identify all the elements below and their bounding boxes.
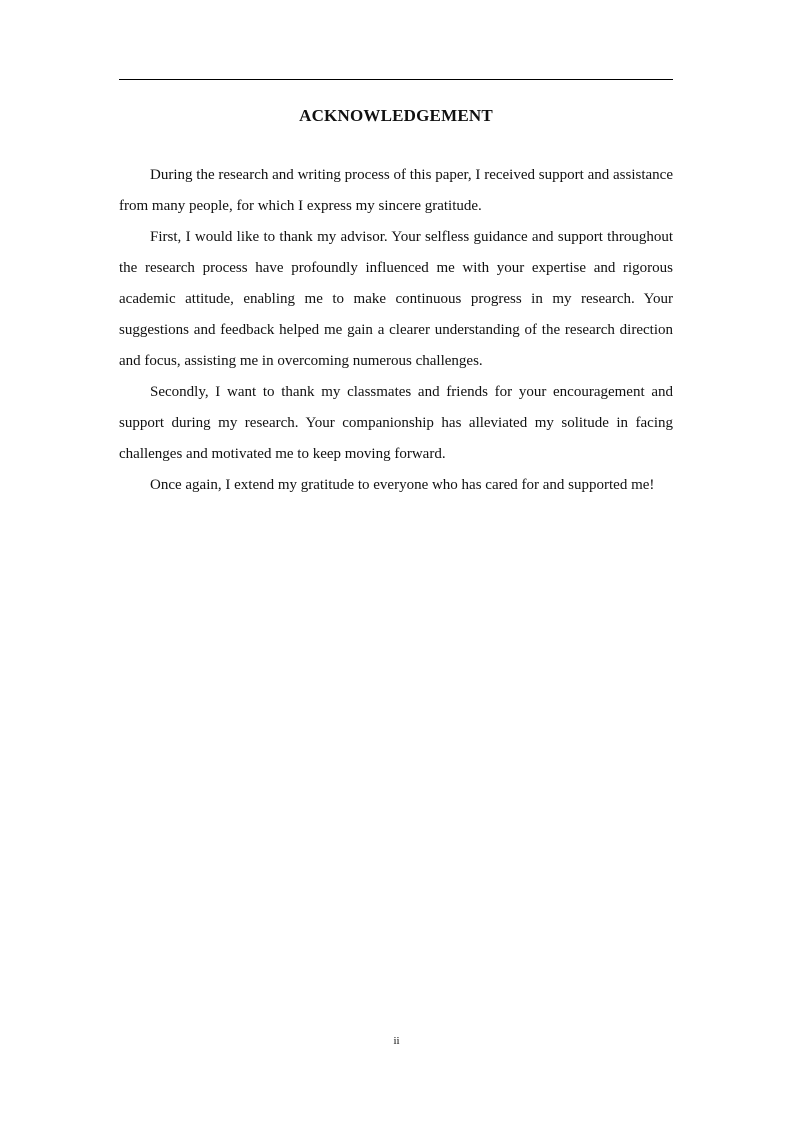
page-title: ACKNOWLEDGEMENT xyxy=(299,106,493,125)
paragraph-4: Once again, I extend my gratitude to everyone who has cared for and supported me! xyxy=(150,477,655,493)
acknowledgement-body xyxy=(119,160,673,501)
paragraph-2: First, I would like to thank my advisor. Your selfless guidance and support throughout the research process have profoundly influenced me with your expertise and rigorous academic attitude, enabling me to make continuous progress in my research. Your suggestions and feedback helped me gain a clearer understanding of the research direction and focus, assisting me in overcoming numerous challenges. xyxy=(119,229,673,369)
paragraph-3: Secondly, I want to thank my classmates and friends for your encouragement and support during my research. Your companionship has alleviated my solitude in facing challenges and motivated me to keep moving forward. xyxy=(119,384,673,462)
page-number: ii xyxy=(393,1035,400,1047)
paragraph-1: During the research and writing process of this paper, I received support and assistance from many people, for which I express my sincere gratitude. xyxy=(119,167,673,214)
header-rule xyxy=(119,79,673,80)
